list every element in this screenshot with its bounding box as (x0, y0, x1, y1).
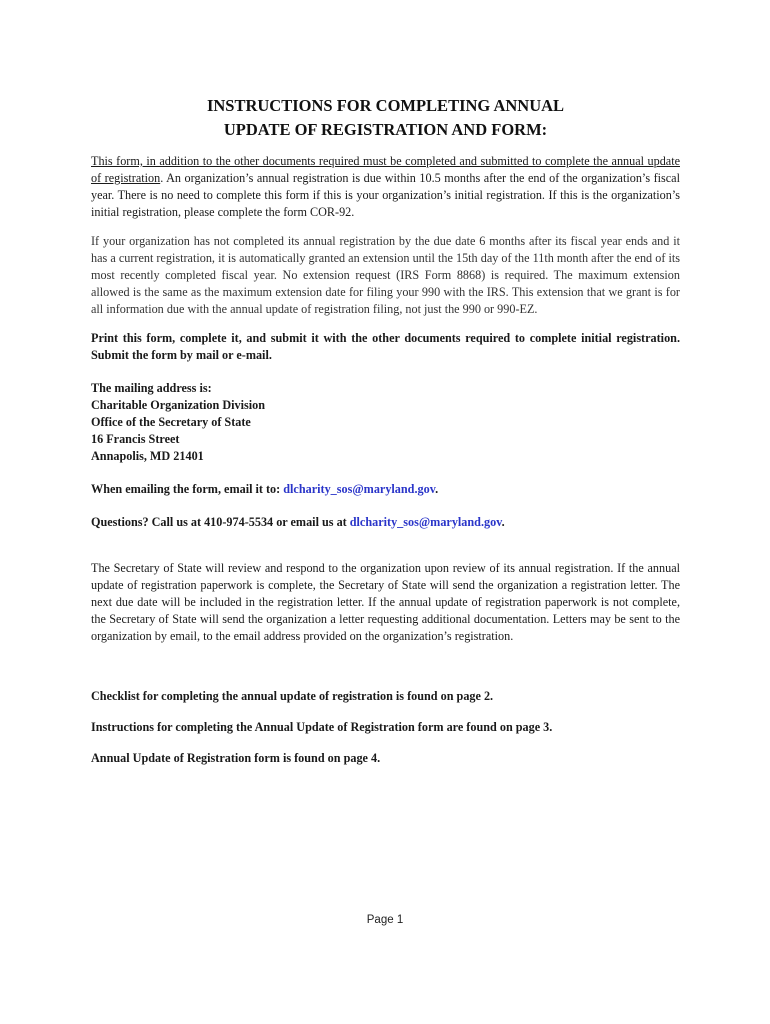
mailing-line-3: 16 Francis Street (91, 432, 180, 446)
mailing-line-4: Annapolis, MD 21401 (91, 449, 204, 463)
mailing-heading: The mailing address is: (91, 381, 212, 395)
extension-paragraph: If your organization has not completed its annual registration by the due date 6 months after its fiscal year ends and it has a current registration, it is automatically granted an extension until the 15th day of the 11th month after the end of its most recently completed fiscal year. No extension request (IRS Form 8868) is required. The maximum extension allowed is the same as the maximum extension date for filing your 990 with the IRS. This extension that we grant is for all information due with the annual update of registration filing, not just the 990 or 990-EZ. (91, 234, 680, 316)
questions-prefix: Questions? Call us at 410-974-5534 or email us at (91, 515, 350, 529)
title-line-1: INSTRUCTIONS FOR COMPLETING ANNUAL (206, 96, 565, 115)
title-line-2: UPDATE OF REGISTRATION AND FORM: (223, 120, 548, 139)
page-content (91, 94, 680, 767)
email-link[interactable]: dlcharity_sos@maryland.gov (283, 482, 436, 496)
mailing-address (91, 380, 680, 465)
questions-email-link[interactable]: dlcharity_sos@maryland.gov (349, 515, 502, 529)
checklist-item-2: Instructions for completing the Annual Update of Registration form are found on page 3. (91, 720, 553, 734)
questions-line (91, 514, 680, 531)
intro-rest-text: . An organization’s annual registration is due within 10.5 months after the end of the organization’s fiscal year. There is no need to complete this form if this is your organization’s initial registration. If this is the organization’s initial registration, please complete the form COR-92. (91, 171, 680, 219)
intro-underlined-text: This form, in addition to the other documents required must be completed and submitted to complete the annual update of registration (91, 154, 680, 185)
page-number: Page 1 (366, 914, 404, 926)
intro-paragraph (91, 153, 680, 221)
print-instruction: Print this form, complete it, and submit it with the other documents required to complete initial registration. Submit the form by mail or e-mail. (91, 331, 680, 362)
page-title (91, 94, 680, 142)
email-prefix: When emailing the form, email it to: (91, 482, 284, 496)
checklist-item-1: Checklist for completing the annual update of registration is found on page 2. (91, 689, 494, 703)
review-paragraph: The Secretary of State will review and respond to the organization upon review of its annual registration. If the annual update of registration paperwork is complete, the Secretary of State will send the organization a registration letter. The next due date will be included in the registration letter. If the annual update of registration paperwork is not complete, the Secretary of State will send the organization a letter requesting additional documentation. Letters may be sent to the organization by email, to the email address provided on the organization’s registration. (91, 561, 680, 643)
email-instruction (91, 481, 680, 498)
mailing-line-1: Charitable Organization Division (91, 398, 266, 412)
mailing-line-2: Office of the Secretary of State (91, 415, 251, 429)
checklist-item-3: Annual Update of Registration form is found on page 4. (91, 751, 381, 765)
email-suffix: . (435, 482, 439, 496)
questions-suffix: . (501, 515, 505, 529)
